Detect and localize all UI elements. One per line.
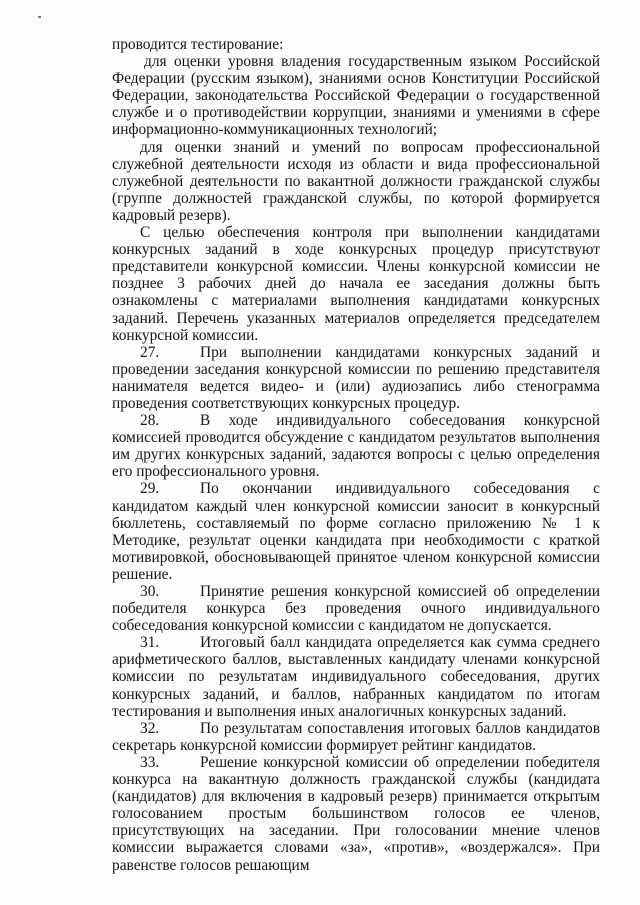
clause-32	[112, 720, 600, 754]
document-body	[112, 36, 600, 874]
clause-text: По окончании индивидуального собеседования с кандидатом каждый член конкурсной комиссии заносит в конкурсный бюллетень, составляемый по форме согласно приложению № 1 к Методике, результат оценки кандидата при необходимости с краткой мотивировкой, обосновывающей принятое членом конкурсной комиссии решение.	[112, 480, 600, 583]
clause-27	[112, 344, 600, 412]
paragraph-testing-professional: для оценки знаний и умений по вопросам профессиональной служебной деятельности исходя из области и вида профессиональной служебной деятельности по вакантной должности гражданской службы (группе должностей гражданской службы, по которой формируется кадровый резерв).	[112, 138, 600, 224]
clause-number: 27.	[140, 343, 160, 361]
paragraph-control: С целью обеспечения контроля при выполнении кандидатами конкурсных заданий в ходе конкурсных процедур присутствуют представители конкурсной комиссии. Члены конкурсной комиссии не позднее 3 рабочих дней до начала ее заседания должны быть ознакомлены с материалами выполнения кандидатами конкурсных заданий. Перечень указанных материалов определяется председателем конкурсной комиссии.	[112, 224, 600, 344]
clause-33	[112, 754, 600, 874]
clause-number: 32.	[140, 719, 160, 737]
clause-text: Принятие решения конкурсной комиссией об определении победителя конкурса без проведения очного индивидуального собеседования конкурсной комиссии с кандидатом не допускается.	[112, 583, 600, 635]
clause-number: 31.	[140, 634, 160, 652]
clause-29	[112, 480, 600, 583]
clause-text: По результатам сопоставления итоговых баллов кандидатов секретарь конкурсной комиссии формирует рейтинг кандидатов.	[112, 719, 600, 754]
scan-artifact	[38, 16, 41, 18]
paragraph-intro: проводится тестирование:	[112, 36, 284, 53]
clause-28	[112, 412, 600, 480]
clause-31	[112, 634, 600, 719]
clause-number: 29.	[140, 480, 160, 498]
clause-number: 33.	[140, 753, 160, 771]
clause-30	[112, 583, 600, 634]
clause-text: При выполнении кандидатами конкурсных заданий и проведении заседания конкурсной комиссии по решению представителя нанимателя ведется видео- и (или) аудиозапись либо стенограмма проведения соответствующих конкурсных процедур.	[112, 343, 600, 412]
clause-text: В ходе индивидуального собеседования конкурсной комиссией проводится обсуждение с кандидатом результатов выполнения им других конкурсных заданий, задаются вопросы с целью определения его профессионального уровня.	[112, 412, 600, 481]
clause-number: 28.	[140, 412, 160, 430]
clause-number: 30.	[140, 583, 160, 600]
clause-text: Решение конкурсной комиссии об определении победителя конкурса на вакантную должность гражданской службы (кандидата (кандидатов) для включения в кадровый резерв) принимается открытым голосованием простым большинством голосов ее членов, присутствующих на заседании. При голосовании мнение членов комиссии выражается словами «за», «против», «воздержался». При равенстве голосов решающим	[112, 753, 600, 874]
paragraph-testing-language: для оценки уровня владения государственным языком Российской Федерации (русским языком), знаниями основ Конституции Российской Федерации, законодательства Российской Федерации о государственной службе и о противодействии коррупции, знаниями и умениями в сфере информационно-коммуникационных технологий;	[112, 53, 600, 139]
clause-text: Итоговый балл кандидата определяется как сумма среднего арифметического баллов, выставленных кандидату членами конкурсной комиссии по результатам индивидуального собеседования, других конкурсных заданий, и баллов, набранных кандидатом по итогам тестирования и выполнения иных аналогичных конкурсных заданий.	[112, 634, 600, 720]
